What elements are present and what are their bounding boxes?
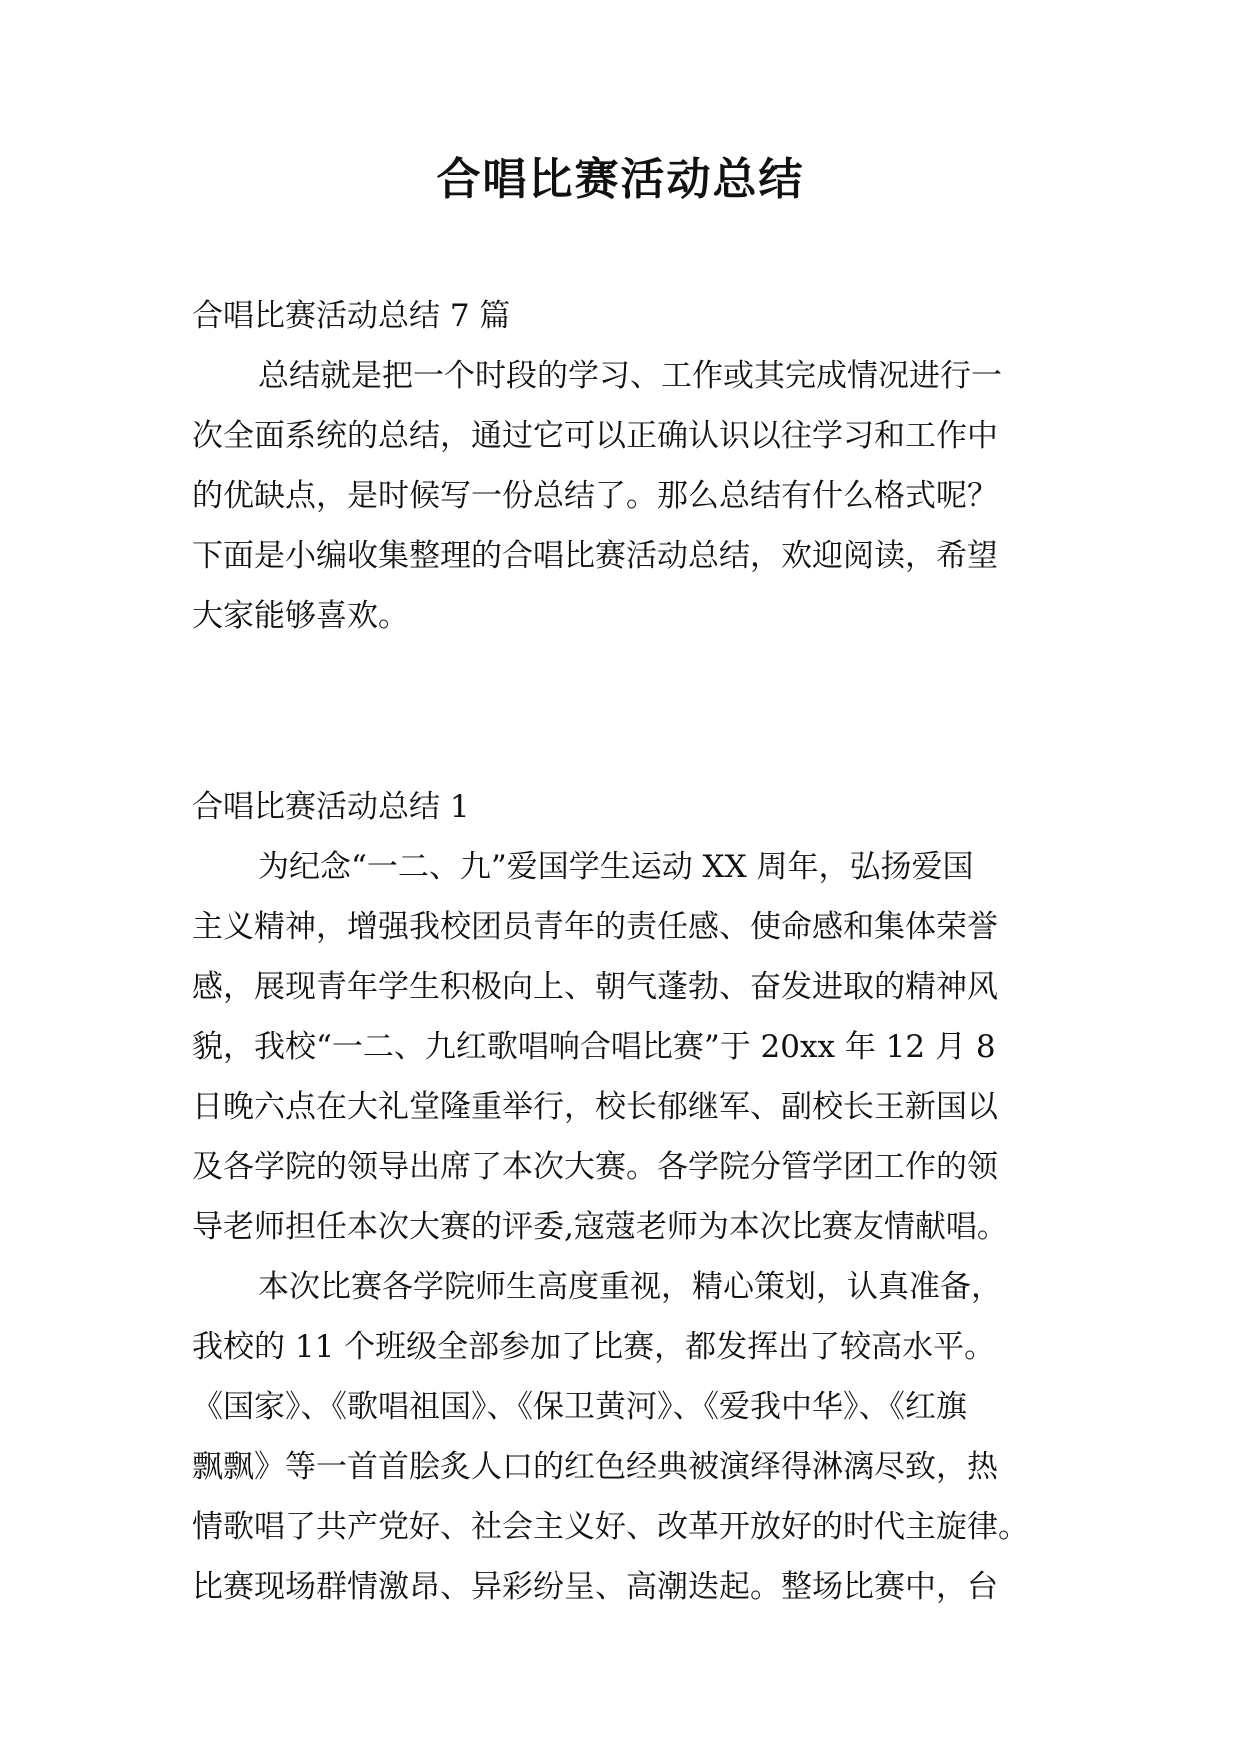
section-heading: 合唱比赛活动总结 1 (192, 789, 470, 825)
paragraph-line: 情歌唱了共产党好、社会主义好、改革开放好的时代主旋律。 (192, 1509, 1029, 1545)
paragraph-line: 日晚六点在大礼堂隆重举行，校长郁继军、副校长王新国以 (192, 1089, 998, 1125)
paragraph-line: 主义精神，增强我校团员青年的责任感、使命感和集体荣誉 (192, 909, 998, 945)
paragraph-line: 貌，我校“一二、九红歌唱响合唱比赛”于 20xx 年 12 月 8 (192, 1029, 996, 1065)
section-spacer (192, 646, 1052, 777)
subtitle: 合唱比赛活动总结 7 篇 (192, 298, 511, 334)
document-body (192, 286, 1052, 1617)
paragraph-line: 《国家》、《歌唱祖国》、《保卫黄河》、《爱我中华》、《红旗 (192, 1389, 967, 1425)
paragraph-line: 的优缺点，是时候写一份总结了。那么总结有什么格式呢？ (192, 478, 998, 514)
paragraph-line: 感，展现青年学生积极向上、朝气蓬勃、奋发进取的精神风 (192, 969, 998, 1005)
paragraph-line: 为纪念“一二、九”爱国学生运动 XX 周年，弘扬爱国 (258, 849, 974, 885)
paragraph-line: 导老师担任本次大赛的评委,寇蔻老师为本次比赛友情献唱。 (192, 1209, 1008, 1245)
paragraph-line: 总结就是把一个时段的学习、工作或其完成情况进行一 (258, 358, 1002, 394)
section1-paragraph-2 (192, 1257, 1052, 1617)
paragraph-line: 次全面系统的总结，通过它可以正确认识以往学习和工作中 (192, 418, 998, 454)
paragraph-line: 大家能够喜欢。 (192, 598, 409, 634)
paragraph-line: 飘飘》等一首首脍炙人口的红色经典被演绎得淋漓尽致，热 (192, 1449, 998, 1485)
paragraph-line: 比赛现场群情激昂、异彩纷呈、高潮迭起。整场比赛中，台 (192, 1569, 998, 1605)
section1-paragraph-1 (192, 837, 1052, 1257)
paragraph-line: 我校的 11 个班级全部参加了比赛，都发挥出了较高水平。 (192, 1329, 996, 1365)
paragraph-line: 本次比赛各学院师生高度重视，精心策划，认真准备， (258, 1269, 1002, 1305)
paragraph-line: 下面是小编收集整理的合唱比赛活动总结，欢迎阅读，希望 (192, 538, 998, 574)
document-title: 合唱比赛活动总结 (436, 154, 805, 205)
intro-paragraph (192, 346, 1052, 646)
paragraph-line: 及各学院的领导出席了本次大赛。各学院分管学团工作的领 (192, 1149, 998, 1185)
